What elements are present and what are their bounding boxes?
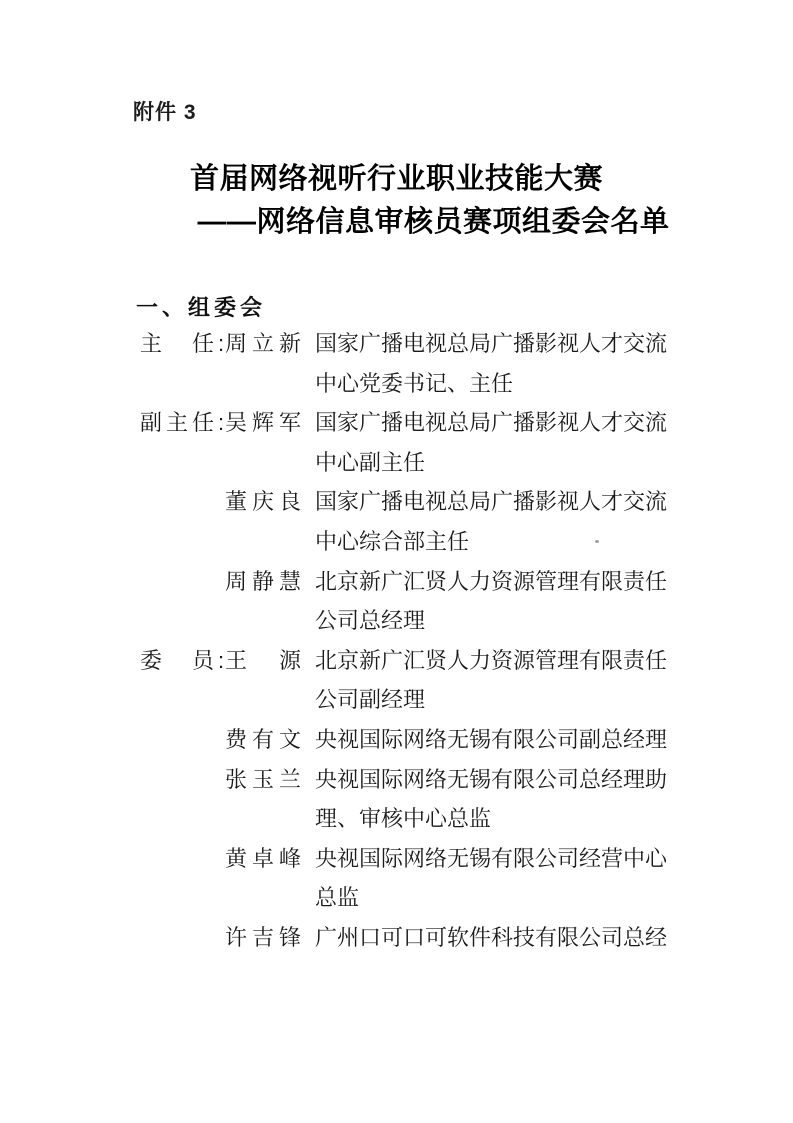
committee-row <box>140 562 700 641</box>
committee-row <box>140 641 700 720</box>
role-label: 委 员: <box>140 647 229 673</box>
member-description: 央视国际网络无锡有限公司总经理助理、审核中心总监 <box>315 766 668 832</box>
member-description: 国家广播电视总局广播影视人才交流中心综合部主任 <box>315 489 668 554</box>
member-name: 周立新 <box>225 331 307 356</box>
attachment-label: 附件 3 <box>133 101 197 124</box>
committee-row <box>140 918 700 958</box>
member-name: 吴辉军 <box>225 410 307 436</box>
document-title <box>0 158 793 243</box>
member-name: 费有文 <box>225 726 307 752</box>
member-description: 广州口可口可软件科技有限公司总经 <box>315 924 668 950</box>
member-name: 董庆良 <box>225 489 307 515</box>
committee-row <box>140 720 700 760</box>
committee-row <box>140 482 700 561</box>
role-label: 主 任: <box>140 331 229 356</box>
role-label: 副主任: <box>140 410 229 436</box>
committee-row <box>140 839 700 918</box>
member-description: 央视国际网络无锡有限公司副总经理 <box>315 726 668 752</box>
title-line-1: 首届网络视听行业职业技能大赛 <box>189 163 603 195</box>
committee-row <box>140 403 700 482</box>
committee-row <box>140 324 700 403</box>
title-line-2: ——网络信息审核员赛项组委会名单 <box>197 205 670 238</box>
member-description: 央视国际网络无锡有限公司经营中心总监 <box>315 845 668 911</box>
section-heading: 一、组委会 <box>136 295 267 320</box>
committee-row <box>140 760 700 839</box>
member-description: 北京新广汇贤人力资源管理有限责任公司副经理 <box>315 647 668 713</box>
member-name: 黄卓峰 <box>225 845 307 871</box>
member-description: 北京新广汇贤人力资源管理有限责任公司总经理 <box>315 568 668 634</box>
member-name: 王 源 <box>225 647 307 673</box>
committee-list <box>140 324 700 958</box>
member-name: 张玉兰 <box>225 766 307 792</box>
member-description: 国家广播电视总局广播影视人才交流中心党委书记、主任 <box>315 331 668 396</box>
member-name: 周静慧 <box>225 568 307 594</box>
member-name: 许吉锋 <box>225 924 307 950</box>
member-description: 国家广播电视总局广播影视人才交流中心副主任 <box>315 410 668 475</box>
scan-speck <box>595 540 599 543</box>
